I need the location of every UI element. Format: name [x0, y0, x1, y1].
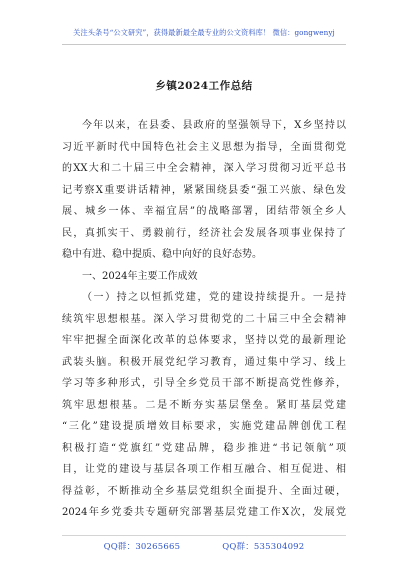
- footer-qq-group-2: QQ群：535304092: [222, 542, 305, 552]
- body-line: 牢牢把握全面深化改革的总体要求，坚持以党的最新理论: [62, 335, 346, 346]
- body-line: 学习等多种形式，引导全乡党员干部不断提高党性修养，: [62, 378, 346, 389]
- body-line: 稳中有进、稳中提质、稳中向好的良好态势。: [62, 249, 262, 260]
- body-line: （一）持之以恒抓党建，党的建设持续提升。一是持: [82, 292, 346, 303]
- body-line: 2024年乡党委共专题研究部署基层党建工作X次，发展党: [62, 507, 346, 518]
- footer-divider: [62, 535, 346, 536]
- footer: [0, 540, 408, 552]
- body-line: 展、城乡一体、幸福宜居”的战略部署，团结带领全乡人: [62, 206, 346, 217]
- document-body: [62, 115, 346, 524]
- document-title: 乡镇2024工作总结: [155, 80, 253, 92]
- body-line: 今年以来，在县委、县政府的坚强领导下，X乡坚持以: [82, 120, 346, 131]
- body-line: 的XX大和二十届三中全会精神，深入学习贯彻习近平总书: [62, 163, 346, 174]
- section-heading: 一、2024年主要工作成效: [82, 270, 198, 282]
- body-line: 续筑牢思想根基。深入学习贯彻党的二十届三中全会精神: [62, 313, 346, 325]
- body-line: 目，让党的建设与基层各项工作相互融合、相互促进、相: [62, 464, 346, 475]
- body-line: 筑牢思想根基。二是不断夯实基层堡垒。紧盯基层党建: [62, 399, 346, 411]
- body-line: 武装头脑。积极开展党纪学习教育，通过集中学习、线上: [62, 356, 346, 368]
- footer-qq-group-1: QQ群：30265665: [103, 542, 181, 552]
- body-line: 记考察X重要讲话精神，紧紧围绕县委“强工兴旅、绿色发: [62, 184, 346, 196]
- header-banner: 关注头条号“公文研究”，获得最新最全最专业的公文资料库！ 微信：gongwenyj: [73, 28, 335, 37]
- body-line: 得益彰，不断推动全乡基层党组织全面提升、全面过硬，: [62, 485, 346, 497]
- body-line: 习近平新时代中国特色社会主义思想为指导，全面贯彻党: [62, 141, 346, 153]
- header-divider: [62, 44, 346, 45]
- body-line: 积极打造“党旗红”党建品牌，稳步推进“书记领航”项: [62, 442, 346, 454]
- body-line: 民，真抓实干、勇毅前行，经济社会发展各项事业保持了: [62, 227, 346, 239]
- body-line: “三化”建设提质增效目标要求，实施党建品牌创优工程: [62, 421, 346, 432]
